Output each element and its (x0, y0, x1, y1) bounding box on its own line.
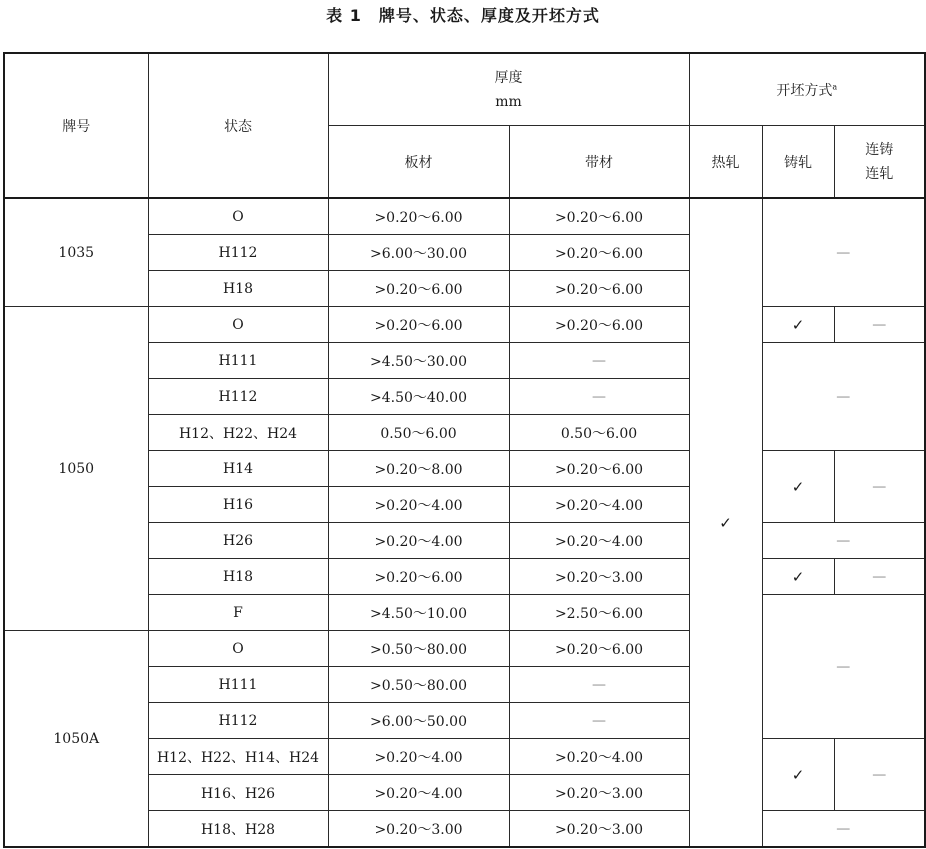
plate-cell: >0.20～3.00 (328, 811, 509, 848)
plate-cell: >0.20～8.00 (328, 451, 509, 487)
header-grade: 牌号 (4, 53, 148, 198)
plate-cell: >0.20～4.00 (328, 523, 509, 559)
method-dash: — (762, 343, 925, 451)
plate-cell: >6.00～30.00 (328, 235, 509, 271)
grade-cell: 1035 (4, 198, 148, 307)
cast-rolling-check: ✓ (762, 307, 834, 343)
table-row (4, 198, 925, 235)
header-continuous (834, 126, 925, 199)
header-continuous-line1: 连铸 (865, 141, 894, 158)
temper-cell: H18、H28 (148, 811, 328, 848)
temper-cell: H112 (148, 235, 328, 271)
header-method-label: 开坯方式 (776, 82, 833, 99)
temper-cell: H16 (148, 487, 328, 523)
plate-cell: >0.20～4.00 (328, 775, 509, 811)
temper-cell: H12、H22、H24 (148, 415, 328, 451)
plate-cell: >0.20～4.00 (328, 487, 509, 523)
header-thickness-unit: mm (495, 93, 522, 110)
temper-cell: O (148, 307, 328, 343)
temper-cell: F (148, 595, 328, 631)
temper-cell: H111 (148, 343, 328, 379)
strip-cell: >0.20～6.00 (509, 307, 689, 343)
temper-cell: H14 (148, 451, 328, 487)
strip-cell: >0.20～6.00 (509, 198, 689, 235)
temper-cell: O (148, 198, 328, 235)
strip-cell: 0.50～6.00 (509, 415, 689, 451)
temper-cell: O (148, 631, 328, 667)
temper-cell: H18 (148, 271, 328, 307)
header-plate: 板材 (328, 126, 509, 199)
header-strip: 带材 (509, 126, 689, 199)
continuous-dash: — (834, 739, 925, 811)
continuous-dash: — (834, 559, 925, 595)
temper-cell: H111 (148, 667, 328, 703)
continuous-dash: — (834, 451, 925, 523)
header-hot-rolling: 热轧 (689, 126, 762, 199)
header-method-note: a (832, 81, 838, 91)
plate-cell: >4.50～30.00 (328, 343, 509, 379)
continuous-dash: — (834, 307, 925, 343)
plate-cell: >6.00～50.00 (328, 703, 509, 739)
strip-cell: — (509, 703, 689, 739)
table-row (4, 307, 925, 343)
hot-rolling-check: ✓ (689, 198, 762, 847)
plate-cell: >0.50～80.00 (328, 667, 509, 703)
plate-cell: >0.20～4.00 (328, 739, 509, 775)
grade-cell: 1050 (4, 307, 148, 631)
temper-cell: H18 (148, 559, 328, 595)
grade-cell: 1050A (4, 631, 148, 848)
strip-cell: >0.20～4.00 (509, 739, 689, 775)
method-dash: — (762, 523, 925, 559)
strip-cell: — (509, 343, 689, 379)
cast-rolling-check: ✓ (762, 559, 834, 595)
plate-cell: 0.50～6.00 (328, 415, 509, 451)
spec-table (3, 52, 926, 848)
plate-cell: >0.50～80.00 (328, 631, 509, 667)
strip-cell: >0.20～6.00 (509, 451, 689, 487)
plate-cell: >0.20～6.00 (328, 307, 509, 343)
strip-cell: >2.50～6.00 (509, 595, 689, 631)
header-temper: 状态 (148, 53, 328, 198)
header-method (689, 53, 925, 126)
plate-cell: >4.50～10.00 (328, 595, 509, 631)
method-dash: — (762, 198, 925, 307)
strip-cell: >0.20～4.00 (509, 487, 689, 523)
strip-cell: >0.20～3.00 (509, 559, 689, 595)
strip-cell: >0.20～3.00 (509, 775, 689, 811)
header-thickness-label: 厚度 (494, 69, 523, 86)
strip-cell: — (509, 667, 689, 703)
cast-rolling-check: ✓ (762, 739, 834, 811)
plate-cell: >0.20～6.00 (328, 271, 509, 307)
method-dash: — (762, 595, 925, 739)
temper-cell: H16、H26 (148, 775, 328, 811)
temper-cell: H112 (148, 703, 328, 739)
temper-cell: H26 (148, 523, 328, 559)
header-continuous-line2: 连轧 (865, 165, 894, 182)
strip-cell: >0.20～6.00 (509, 271, 689, 307)
temper-cell: H112 (148, 379, 328, 415)
plate-cell: >0.20～6.00 (328, 559, 509, 595)
table-caption: 表 1 牌号、状态、厚度及开坯方式 (326, 6, 600, 25)
method-dash: — (762, 811, 925, 848)
strip-cell: >0.20～6.00 (509, 235, 689, 271)
plate-cell: >0.20～6.00 (328, 198, 509, 235)
header-cast-rolling: 铸轧 (762, 126, 834, 199)
strip-cell: >0.20～3.00 (509, 811, 689, 848)
strip-cell: — (509, 379, 689, 415)
cast-rolling-check: ✓ (762, 451, 834, 523)
temper-cell: H12、H22、H14、H24 (148, 739, 328, 775)
header-thickness (328, 53, 689, 126)
strip-cell: >0.20～4.00 (509, 523, 689, 559)
plate-cell: >4.50～40.00 (328, 379, 509, 415)
strip-cell: >0.20～6.00 (509, 631, 689, 667)
